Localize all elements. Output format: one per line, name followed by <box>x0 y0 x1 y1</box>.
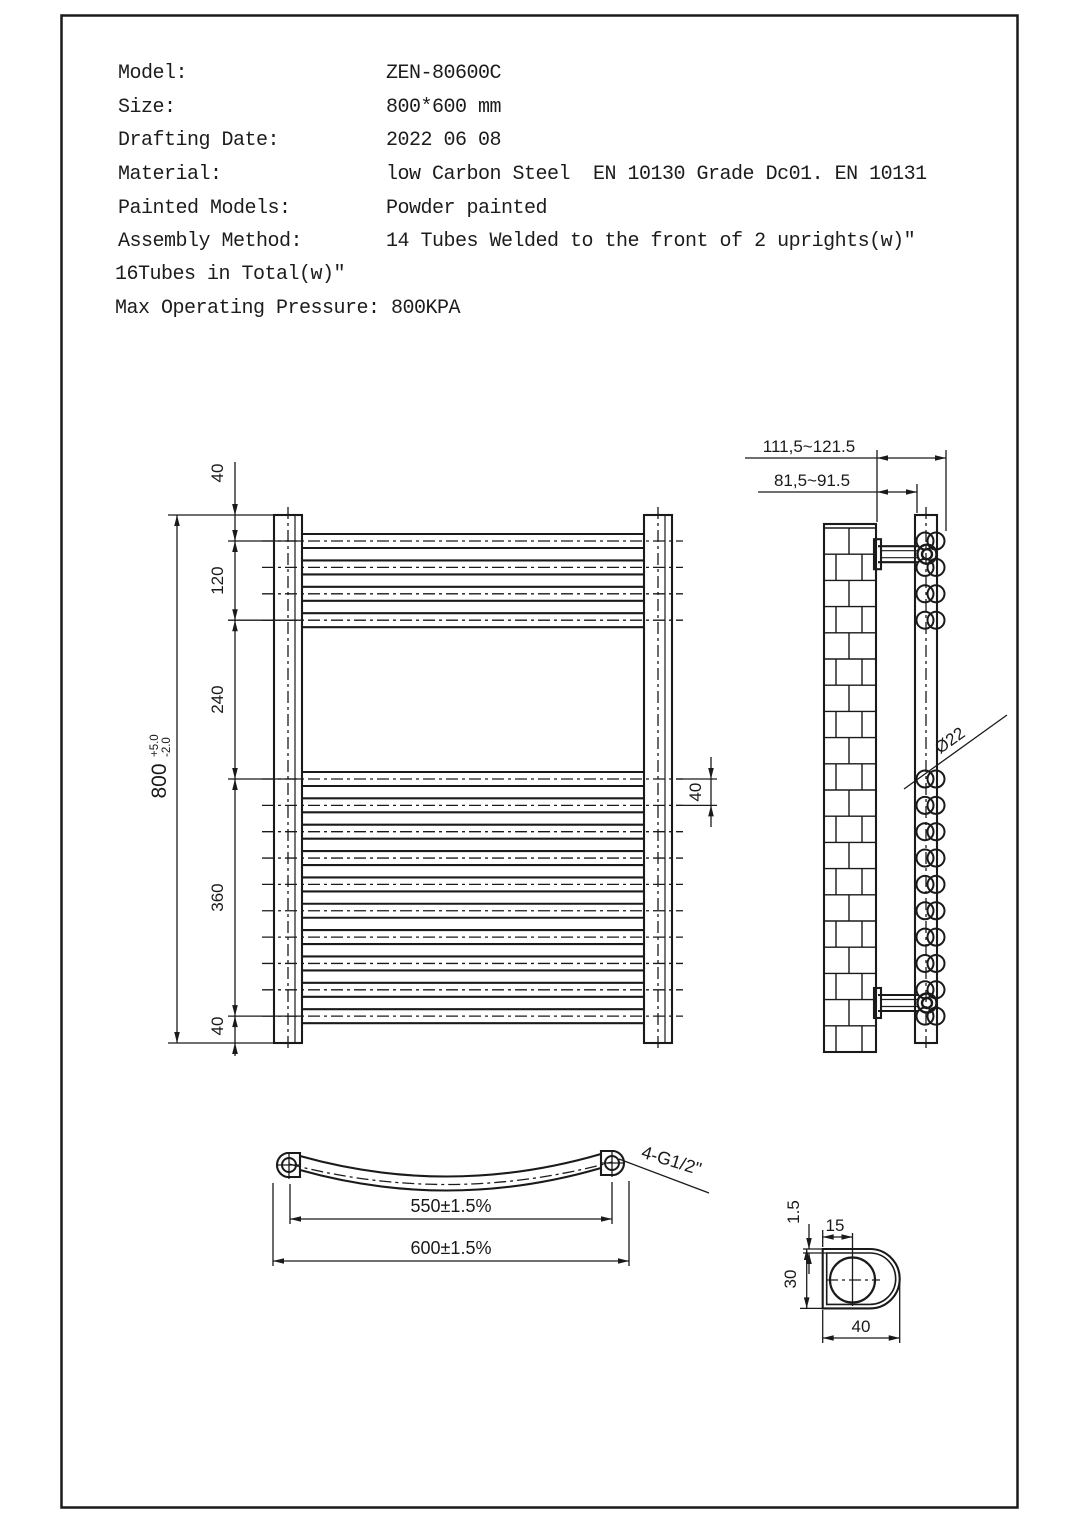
dim-wall-min: 81,5~91.5 <box>773 471 851 490</box>
info-value-model: ZEN-80600C <box>386 62 502 85</box>
dia-22-label: Ø22 <box>931 723 969 758</box>
dim-550: 550±1.5% <box>410 1196 492 1216</box>
info-label-model: Model: <box>118 62 188 85</box>
info-value-painted: Powder painted <box>386 197 548 220</box>
dim-40-bottom: 40 <box>208 1016 227 1036</box>
info-label-material: Material: <box>118 163 222 186</box>
dim-15: 15 <box>825 1216 845 1235</box>
dim-30: 30 <box>781 1269 800 1289</box>
dim-800 <box>148 734 173 798</box>
dim-360: 360 <box>208 883 227 912</box>
dim-800-value: 800 <box>148 763 171 799</box>
dim-1p5: 1.5 <box>784 1200 803 1224</box>
dim-wall-max: 111,5~121.5 <box>762 437 856 456</box>
info-value-date: 2022 06 08 <box>386 129 502 152</box>
dim-240: 240 <box>208 685 227 714</box>
dim-40: 40 <box>851 1317 871 1336</box>
dim-40-pitch: 40 <box>686 782 705 802</box>
info-value-size: 800*600 mm <box>386 96 502 119</box>
info-label-date: Drafting Date: <box>118 129 280 152</box>
info-label-size: Size: <box>118 96 176 119</box>
info-line-tubes-total: 16Tubes in Total(w)" <box>115 263 346 286</box>
info-value-assembly: 14 Tubes Welded to the front of 2 uprights(w)" <box>386 230 916 253</box>
dim-120: 120 <box>208 566 227 595</box>
dim-600: 600±1.5% <box>410 1238 492 1258</box>
bottom-view <box>273 1142 709 1266</box>
dim-800-tol-plus: +5.0 <box>149 734 161 757</box>
detail-view <box>781 1200 900 1343</box>
side-view <box>745 437 1007 1052</box>
dim-800-tol-minus: -2.0 <box>161 737 173 757</box>
front-view <box>148 462 717 1056</box>
thread-label: 4-G1/2" <box>639 1141 704 1180</box>
info-label-painted: Painted Models: <box>118 197 291 220</box>
info-value-material: low Carbon Steel EN 10130 Grade Dc01. EN 10131 <box>386 163 927 186</box>
info-line-max-pressure: Max Operating Pressure: 800KPA <box>115 297 461 320</box>
dim-40-top: 40 <box>208 463 227 483</box>
info-label-assembly: Assembly Method: <box>118 230 303 253</box>
